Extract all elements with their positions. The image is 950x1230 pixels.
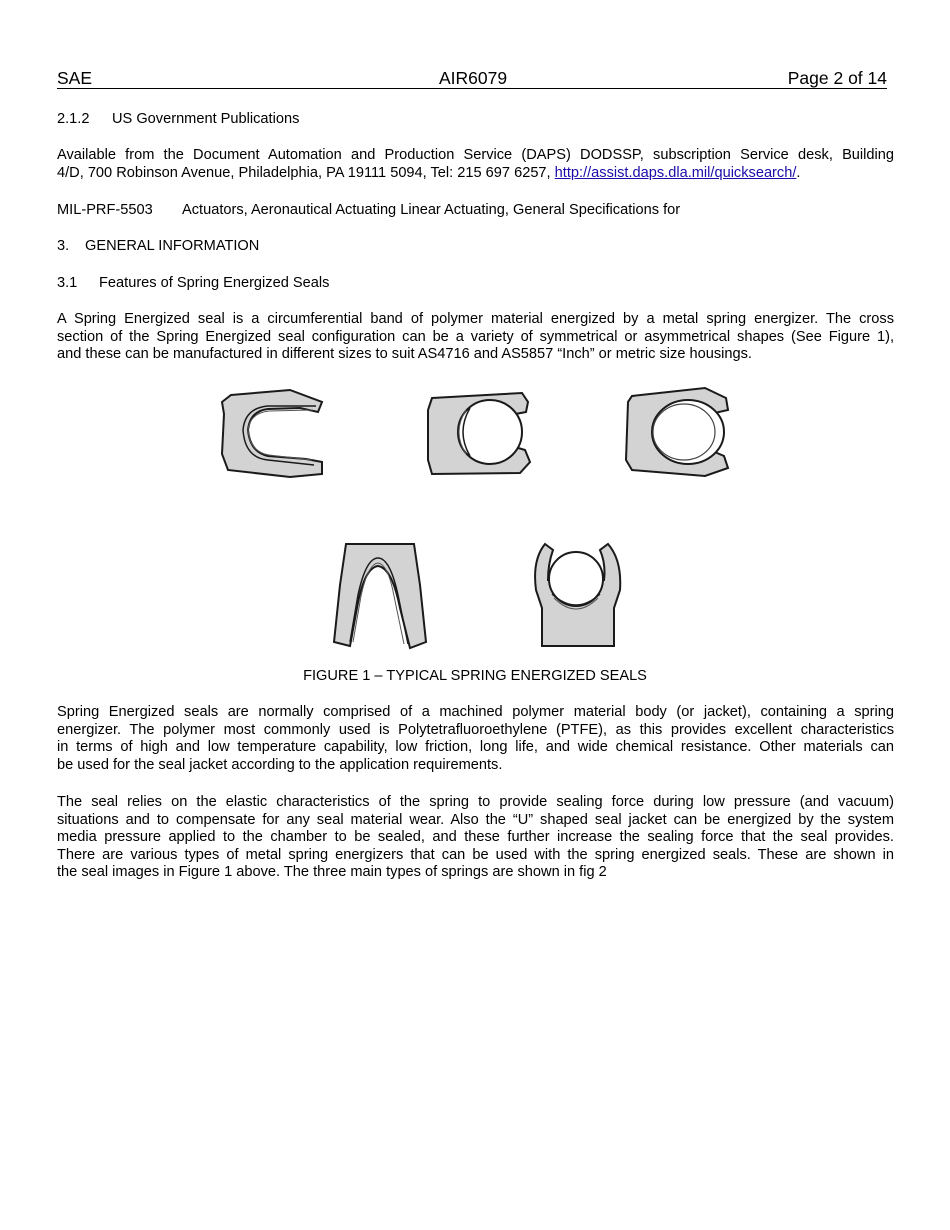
reference-code: MIL-PRF-5503: [57, 202, 153, 218]
quicksearch-link[interactable]: http://assist.daps.dla.mil/quicksearch/: [554, 164, 797, 181]
paragraph-text: 4/D, 700 Robinson Avenue, Philadelphia, PA 19111 5094, Tel: 215 697 6257,: [57, 164, 555, 181]
header-doc-number: AIR6079: [439, 68, 508, 88]
paragraph-line: Available from the Document Automation and Production Service (DAPS) DODSSP, subscription Service desk, Building: [57, 147, 894, 163]
section-title: GENERAL INFORMATION: [85, 238, 260, 254]
paragraph-line: Spring Energized seals are normally comprised of a machined polymer material body (or jacket), containing a spring: [57, 704, 894, 720]
paragraph-line: section of the Spring Energized seal configuration can be a variety of symmetrical or asymmetrical shapes (See Figure 1),: [57, 328, 894, 345]
paragraph-line: and these can be manufactured in different sizes to suit AS4716 and AS5857 “Inch” or metric size housings.: [57, 346, 752, 363]
seal-coil-spring-illustration: [428, 393, 530, 474]
reference-entry: [57, 201, 680, 219]
paragraph-line: media pressure applied to the chamber to be sealed, and these further increase the sealing force that the seal provides.: [57, 829, 894, 846]
section-3-1-heading: [57, 274, 329, 292]
paragraph-line: the seal images in Figure 1 above. The three main types of springs are shown in fig 2: [57, 864, 607, 881]
paragraph-line: A Spring Energized seal is a circumferential band of polymer material energized by a metal spring energizer. The cross: [57, 311, 894, 327]
paragraph-line: The seal relies on the elastic characteristics of the spring to provide sealing force during low pressure (and vacuum): [57, 794, 894, 810]
helical-spring: [652, 400, 724, 464]
composition-paragraph: [57, 704, 894, 774]
section-number: 2.1.2: [57, 111, 90, 127]
paragraph-line: [57, 165, 894, 183]
features-paragraph: [57, 311, 894, 364]
page-header: [57, 68, 887, 89]
section-title: US Government Publications: [112, 111, 300, 127]
seal-cantilever-spring-illustration: [222, 390, 322, 477]
seal-helical-spring-illustration: [626, 388, 728, 476]
paragraph-line: in terms of high and low temperature capability, low friction, long life, and wide chemical resistance. Other materials can: [57, 739, 894, 756]
elastic-paragraph: [57, 794, 894, 882]
reference-description: Actuators, Aeronautical Actuating Linear Actuating, General Specifications for: [182, 202, 681, 218]
paragraph-line: There are various types of metal spring energizers that can be used with the spring energized seals. These are shown in: [57, 846, 894, 863]
section-number: 3.: [57, 238, 70, 254]
seal-figure: [0, 380, 950, 660]
figure-caption: FIGURE 1 – TYPICAL SPRING ENERGIZED SEALS: [303, 668, 647, 684]
section-title: Features of Spring Energized Seals: [99, 275, 330, 291]
header-page-number: Page 2 of 14: [787, 68, 887, 88]
section-number: 3.1: [57, 275, 78, 291]
seal-vertical-coil-illustration: [535, 544, 620, 646]
paragraph-line: energizer. The polymer most commonly used is Polytetrafluoroethylene (PTFE), as this provides excellent characteristics: [57, 721, 894, 738]
section-2-1-2-heading: [57, 110, 299, 128]
coil-spring: [458, 400, 522, 464]
paragraph-line: be used for the seal jacket according to the application requirements.: [57, 756, 503, 773]
header-org: SAE: [57, 68, 93, 88]
seal-tall-u-jacket-illustration: [334, 544, 426, 648]
paragraph-line: situations and to compensate for any seal material wear. Also the “U” shaped seal jacket can be energized by the system: [57, 811, 894, 828]
seal-jacket-shape: [334, 544, 426, 648]
section-3-heading: [57, 237, 259, 255]
paragraph-trailing: .: [796, 164, 801, 181]
availability-paragraph: [57, 147, 894, 182]
